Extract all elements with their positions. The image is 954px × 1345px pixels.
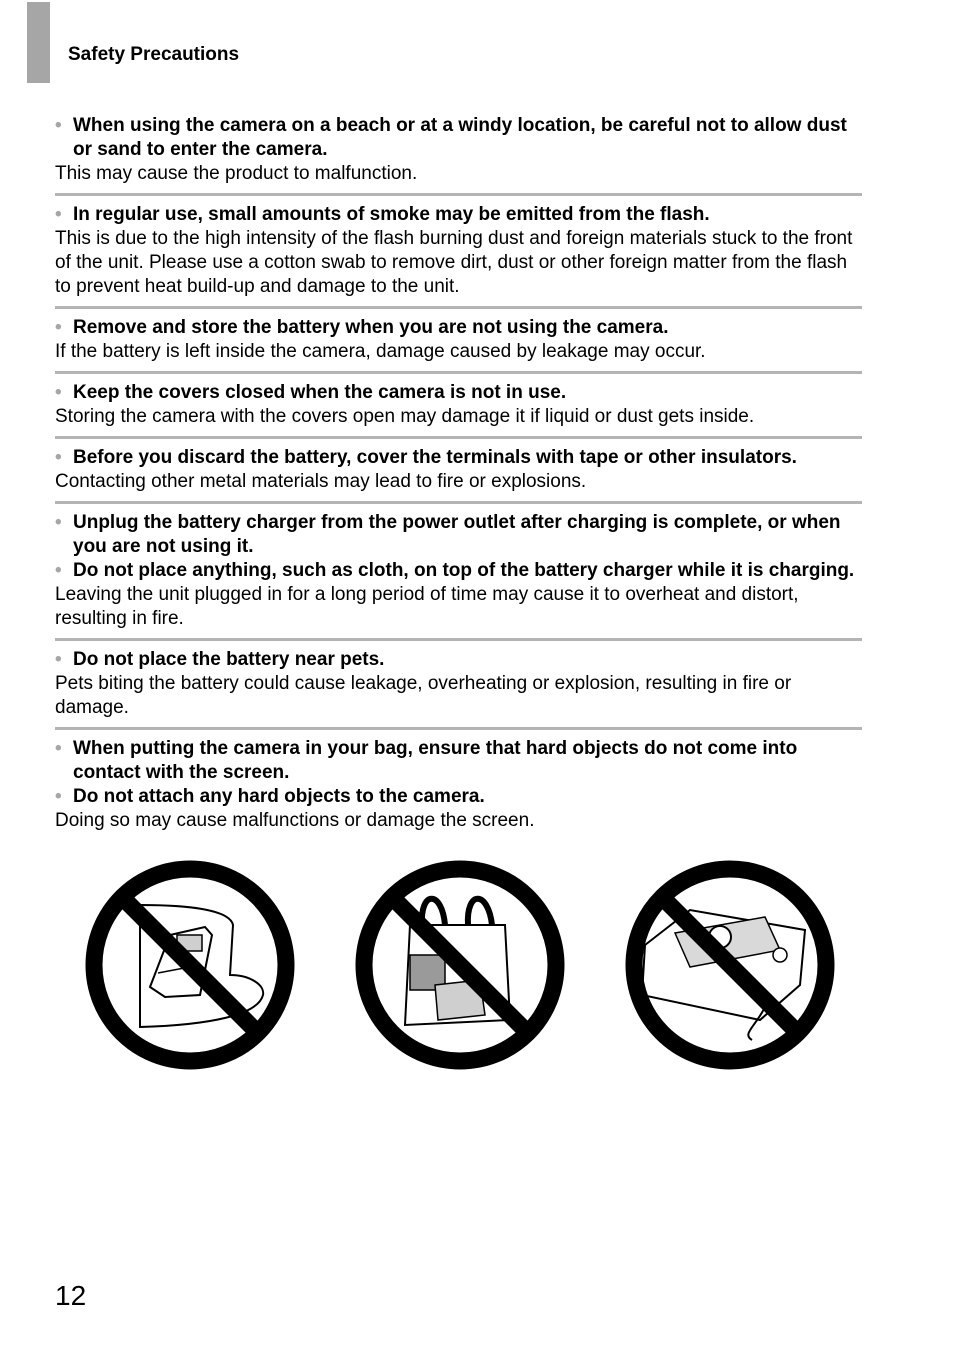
warning-bullet [55, 511, 862, 559]
precaution-section [55, 445, 862, 494]
explanation-text: If the battery is left inside the camera, damage caused by leakage may occur. [55, 341, 706, 362]
explanation-text: Leaving the unit plugged in for a long period of time may cause it to overheat and distort, resulting in fire. [55, 584, 799, 629]
warning-text: When using the camera on a beach or at a windy location, be careful not to allow dust or sand to enter the camera. [73, 115, 847, 160]
side-tab-marker [27, 2, 50, 83]
bullet-icon: • [55, 512, 62, 533]
warning-bullet [55, 737, 862, 785]
section-divider [55, 727, 862, 730]
warning-text: Before you discard the battery, cover the terminals with tape or other insulators. [73, 447, 797, 468]
camera-in-pocket-prohibited-icon [80, 855, 300, 1075]
section-divider [55, 638, 862, 641]
bullet-icon: • [55, 115, 62, 136]
bullet-icon: • [55, 738, 62, 759]
camera-with-hard-object-prohibited-icon [620, 855, 840, 1075]
bullet-icon: • [55, 382, 62, 403]
precaution-section [55, 202, 862, 299]
precaution-section [55, 315, 862, 364]
section-divider [55, 306, 862, 309]
explanation-text: This may cause the product to malfunction. [55, 163, 418, 184]
explanation-text: Pets biting the battery could cause leakage, overheating or explosion, resulting in fire or damage. [55, 673, 792, 718]
precaution-section [55, 647, 862, 720]
explanation-text: Contacting other metal materials may lead to fire or explosions. [55, 471, 587, 492]
warning-bullet [55, 316, 862, 340]
warning-text: Remove and store the battery when you are not using the camera. [73, 317, 669, 338]
warning-text: Do not attach any hard objects to the camera. [73, 786, 485, 807]
bullet-icon: • [55, 560, 62, 581]
explanation-text: Doing so may cause malfunctions or damage the screen. [55, 810, 535, 831]
warning-bullet [55, 785, 862, 809]
explanation-text: Storing the camera with the covers open may damage it if liquid or dust gets inside. [55, 406, 755, 427]
warning-text: Unplug the battery charger from the power outlet after charging is complete, or when you are not using it. [73, 512, 841, 557]
section-divider [55, 193, 862, 196]
page-number: 12 [55, 1280, 87, 1311]
warning-bullet [55, 559, 862, 583]
warning-text: Do not place anything, such as cloth, on top of the battery charger while it is charging. [73, 560, 855, 581]
warning-text: Keep the covers closed when the camera is not in use. [73, 382, 567, 403]
warning-text: Do not place the battery near pets. [73, 649, 385, 670]
precautions-list [55, 113, 862, 833]
warning-bullet [55, 114, 862, 162]
precaution-section [55, 736, 862, 833]
bullet-icon: • [55, 786, 62, 807]
section-divider [55, 501, 862, 504]
precaution-section [55, 380, 862, 429]
warning-bullet [55, 381, 862, 405]
explanation-text: This is due to the high intensity of the flash burning dust and foreign materials stuck to the front of the unit. Please use a cotton swab to remove dirt, dust or other foreign matter from the flash to prevent heat build-up and damage to the unit. [55, 228, 853, 297]
bullet-icon: • [55, 649, 62, 670]
camera-in-bag-prohibited-icon [350, 855, 570, 1075]
section-divider [55, 436, 862, 439]
precaution-section [55, 510, 862, 631]
prohibition-illustrations [80, 855, 840, 1075]
bullet-icon: • [55, 447, 62, 468]
warning-bullet [55, 446, 862, 470]
warning-bullet [55, 648, 862, 672]
bullet-icon: • [55, 204, 62, 225]
warning-text: When putting the camera in your bag, ensure that hard objects do not come into contact with the screen. [73, 738, 798, 783]
warning-bullet [55, 203, 862, 227]
precaution-section [55, 113, 862, 186]
section-divider [55, 371, 862, 374]
warning-text: In regular use, small amounts of smoke may be emitted from the flash. [73, 204, 710, 225]
page-header-title: Safety Precautions [68, 44, 240, 65]
bullet-icon: • [55, 317, 62, 338]
